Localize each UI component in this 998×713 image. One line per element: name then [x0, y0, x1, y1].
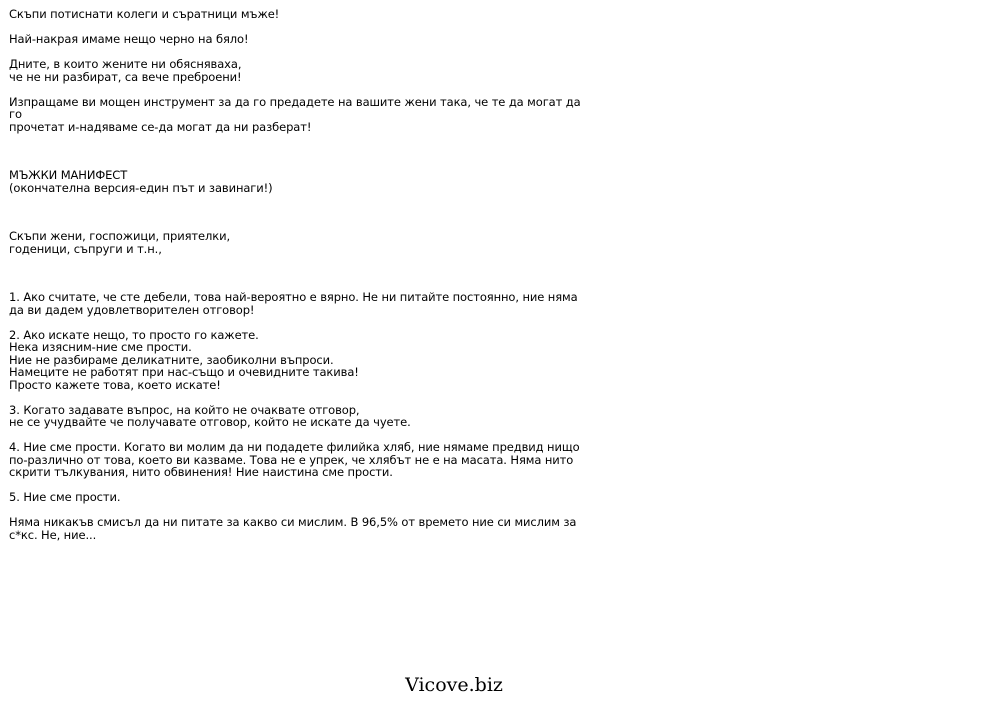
manifesto-point: 2. Ако искате нещо, то просто го кажете. Нека изясним-ние сме прости. Ние не разбираме деликатните, заобиколни въпроси. Намеците не работят при нас-също и очевидните такива! Просто кажете това, което искате! [9, 327, 359, 392]
site-watermark: Vicove.biz [405, 674, 503, 696]
manifesto-title: МЪЖКИ МАНИФЕСТ (окончателна версия-един път и завинаги!) [9, 168, 273, 195]
greeting-line: Скъпи потиснати колеги и сърaтници мъже! [9, 7, 280, 21]
paragraph-gap [9, 391, 589, 404]
manifesto-point: 1. Ако считате, че сте дебели, това най-вероятно е вярно. Не ни питайте постоянно, ние няма да ви дадем удовлетворителен отговор! [9, 290, 578, 317]
paragraph-gap [9, 316, 589, 329]
section-gap [9, 194, 589, 230]
salutation: Скъпи жени, госпожици, приятелки, годеници, съпруги и т.н., [9, 229, 231, 256]
manifesto-point: Няма никакъв смисъл да ни питате за какво си мислим. В 96,5% от времето ние си мислим за с*кс. Не, ние... [9, 515, 577, 542]
paragraph-gap [9, 83, 589, 96]
manifesto-point: 3. Когато задавате въпрос, на който не очаквате отговор, не се учудвайте че получавате отговор, който не искате да чуете. [9, 402, 411, 429]
section-gap [9, 255, 589, 291]
announcement-line: Най-накрая имаме нещо черно на бяло! [9, 32, 249, 46]
section-gap [9, 133, 589, 169]
manifesto-point: 5. Ние сме прости. [9, 490, 121, 504]
site-footer [0, 674, 998, 696]
intro-paragraph: Изпращаме ви мощен инструмент за да го предадете на вашите жени така, че те да могат да го прочетат и-надяваме се-да могат да ни разберат! [9, 94, 581, 134]
document-body [9, 8, 589, 541]
intro-paragraph: Дните, в които жените ни обясняваха, че не ни разбират, са вече преброени! [9, 57, 242, 84]
manifesto-point: 4. Ние сме прости. Когато ви молим да ни подадете филийка хляб, ние нямаме предвид нищо по-различно от това, което ви казваме. Това не е упрек, че хлябът не е на масата. Няма нито скрити тълкувания, нито обвинения! Ние наистина сме прости. [9, 440, 580, 479]
